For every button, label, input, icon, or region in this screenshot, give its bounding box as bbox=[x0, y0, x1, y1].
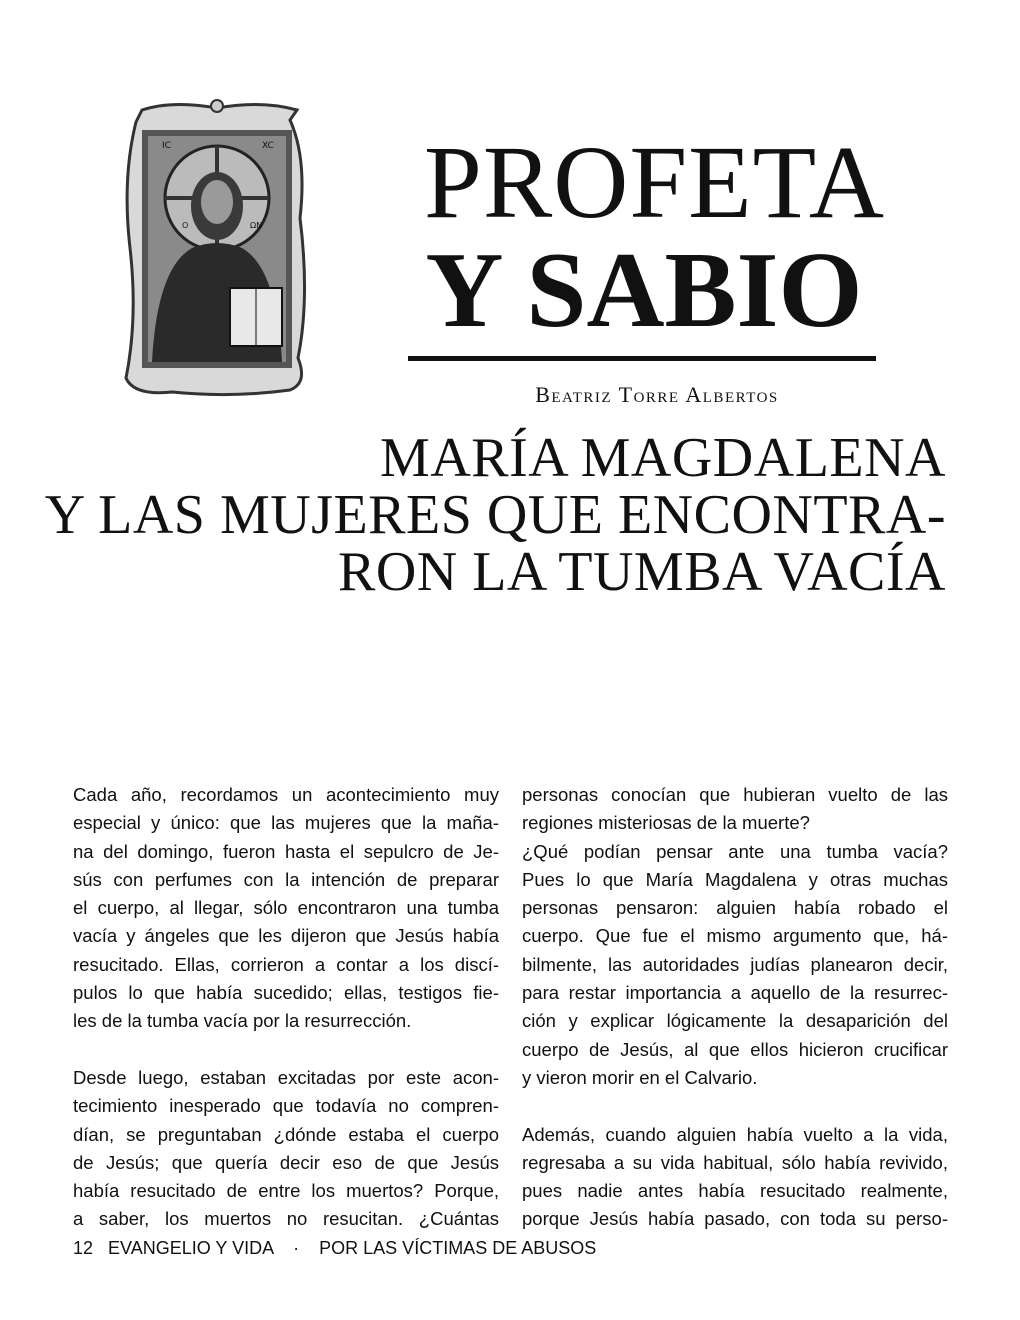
svg-text:XC: XC bbox=[262, 141, 274, 151]
body-text-line: a saber, los muertos no resucitan. ¿Cuántas bbox=[73, 1208, 499, 1230]
body-text-line: pulos lo que había sucedido; ellas, testigos fie- bbox=[73, 982, 499, 1004]
magazine-name: EVANGELIO Y VIDA bbox=[108, 1238, 274, 1258]
subtitle-line: RON LA TUMBA VACÍA bbox=[337, 541, 946, 603]
body-text-line: dían, se preguntaban ¿dónde estaba el cuerpo bbox=[73, 1123, 499, 1145]
body-text-line: sús con perfumes con la intención de preparar bbox=[73, 868, 499, 890]
body-text-line: el cuerpo, al llegar, sólo encontraron una tumba bbox=[73, 897, 499, 919]
body-text-line: personas conocían que hubieran vuelto de las bbox=[522, 784, 948, 805]
paragraph-gap bbox=[522, 1092, 948, 1120]
body-column-left bbox=[73, 781, 499, 1234]
body-text-line: Cada año, recordamos un acontecimiento muy bbox=[73, 784, 499, 805]
subtitle bbox=[44, 427, 946, 603]
body-text-line: vacía y ángeles que les dijeron que Jesús había bbox=[73, 925, 499, 947]
subtitle-line: Y LAS MUJERES QUE ENCONTRA- bbox=[44, 484, 946, 546]
svg-text:IC: IC bbox=[162, 141, 171, 151]
svg-text:O: O bbox=[182, 221, 189, 230]
body-text-line: especial y único: que las mujeres que la maña- bbox=[73, 812, 499, 834]
body-text-line: les de la tumba vacía por la resurrección. bbox=[73, 1010, 412, 1032]
title-line-1: PROFETA bbox=[424, 125, 885, 240]
subtitle-line: MARÍA MAGDALENA bbox=[380, 427, 946, 489]
author-name: Beatriz Torre Albertos bbox=[535, 382, 779, 407]
body-text-line: bilmente, las autoridades judías planearon decir, bbox=[522, 953, 948, 975]
body-text-line: Además, cuando alguien había vuelto a la vida, bbox=[522, 1123, 948, 1145]
christ-pantocrator-icon-image bbox=[112, 98, 322, 403]
svg-text:ΩN: ΩN bbox=[250, 221, 263, 230]
paragraph-gap bbox=[73, 1036, 499, 1064]
body-text-line: cuerpo. Que fue el mismo argumento que, há- bbox=[522, 925, 948, 947]
page-footer bbox=[73, 1238, 596, 1259]
body-text-line: de Jesús; que quería decir eso de que Jesús bbox=[73, 1151, 499, 1173]
body-text-line: regiones misteriosas de la muerte? bbox=[522, 812, 810, 834]
body-text-line: había resucitado de entre los muertos? Porque, bbox=[73, 1180, 499, 1202]
body-text-line: ción y explicar lógicamente la desaparición del bbox=[522, 1010, 948, 1032]
body-text-line: para restar importancia a aquello de la resurrec- bbox=[522, 982, 948, 1004]
title-rule bbox=[408, 356, 876, 361]
body-text-line: regresaba a su vida habitual, sólo había revivido, bbox=[522, 1151, 948, 1173]
body-text-line: porque Jesús había pasado, con toda su perso- bbox=[522, 1208, 948, 1230]
section-name: POR LAS VÍCTIMAS DE ABUSOS bbox=[319, 1238, 597, 1258]
body-text-line: na del domingo, fueron hasta el sepulcro de Je- bbox=[73, 840, 499, 862]
footer-separator: · bbox=[293, 1238, 300, 1258]
body-text-line: cuerpo de Jesús, al que ellos hicieron crucificar bbox=[522, 1038, 948, 1060]
body-text-line: resucitado. Ellas, corrieron a contar a los discí- bbox=[73, 953, 499, 975]
body-column-right bbox=[522, 781, 948, 1234]
page-number: 12 bbox=[73, 1238, 94, 1258]
body-text-line: y vieron morir en el Calvario. bbox=[522, 1066, 758, 1088]
title-line-2: Y SABIO bbox=[425, 231, 863, 350]
body-text-line: ¿Qué podían pensar ante una tumba vacía? bbox=[522, 840, 948, 862]
body-text-line: Pues lo que María Magdalena y otras muchas bbox=[522, 868, 948, 890]
body-text-line: personas pensaron: alguien había robado el bbox=[522, 897, 948, 919]
body-text-line: tecimiento inesperado que todavía no compren- bbox=[73, 1095, 499, 1117]
body-text-line: Desde luego, estaban excitadas por este acon- bbox=[73, 1066, 499, 1088]
body-text-line: pues nadie antes había resucitado realmente, bbox=[522, 1180, 948, 1202]
